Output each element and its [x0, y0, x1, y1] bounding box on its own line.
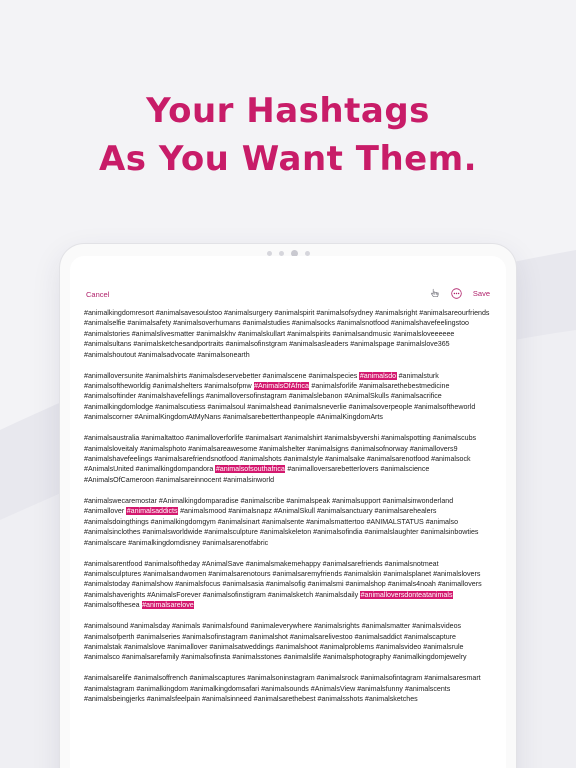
more-options-icon[interactable]	[451, 287, 463, 299]
hashtag[interactable]: #animalsnotfood	[336, 319, 389, 328]
hashtag[interactable]: #animalsketchesandportraits	[133, 340, 224, 349]
hashtag[interactable]: #animalshirt	[283, 434, 323, 443]
hashtag[interactable]: #animalscaptures	[189, 674, 246, 683]
hashtag[interactable]: #animalsavesoulstoo	[155, 309, 223, 317]
hashtag[interactable]: #AnimalSkull	[273, 507, 315, 516]
hashtag[interactable]: #animalsacrifice	[390, 392, 442, 401]
toolbar-actions	[429, 287, 490, 299]
hashtag[interactable]: #animalsasleaders	[289, 340, 349, 349]
hashtag[interactable]: #animalsasia	[222, 580, 264, 589]
hashtag[interactable]: #animalsdaily	[315, 590, 359, 599]
hashtag[interactable]: #animalsoul	[207, 402, 246, 411]
hashtag[interactable]: #animalsaustralia	[84, 434, 140, 443]
hashtag[interactable]: #animalsmakemehappy	[245, 559, 321, 568]
hashtag[interactable]: #animalsfocus	[175, 580, 221, 589]
hashtag-paragraph	[84, 308, 494, 360]
hashtag[interactable]: #animalsareourfriends	[419, 309, 490, 317]
hashtag[interactable]: #animalsinwonderland	[382, 496, 454, 505]
hashtag[interactable]: #animalsoninstagram	[247, 674, 315, 683]
hashtag-paragraph	[84, 496, 494, 548]
hashtag[interactable]: #animalsphoto	[140, 444, 187, 453]
hashtag[interactable]: #animalsofnorway	[350, 444, 408, 453]
hashtag[interactable]: #animalsultans	[84, 340, 132, 349]
hashtag[interactable]: #animalshow	[131, 580, 174, 589]
hashtag[interactable]: #animalshelters	[152, 382, 203, 391]
hashtag[interactable]: #animalsoftheworldig	[84, 382, 151, 391]
hashtag[interactable]: #animalsocks	[291, 319, 335, 328]
hashtag[interactable]: #animalsnotmeat	[384, 559, 439, 568]
hashtag[interactable]: #animalsfeelpain	[146, 695, 200, 704]
hashtag[interactable]: #animalsarelivestoo	[289, 632, 353, 641]
hashtag[interactable]: #animalslove365	[396, 340, 450, 349]
hashtag[interactable]: #animalspirits	[287, 329, 331, 338]
hashtag[interactable]: #animalshead	[247, 402, 292, 411]
hashtag[interactable]: #animalsareinnocent	[155, 475, 222, 484]
hashtag[interactable]: #animalsarefriends	[322, 559, 383, 568]
hashtag[interactable]: #ANIMALSTATUS	[366, 517, 424, 526]
hashtag[interactable]: #animalslivesmatter	[131, 329, 195, 338]
hashtag[interactable]: #AnimalKingdomAtMyNans	[134, 413, 221, 422]
hashtag[interactable]: #animalsonearth	[197, 350, 250, 359]
hashtag[interactable]: #animalspotting	[381, 434, 431, 443]
hashtag[interactable]: #animalsmattertoo	[306, 517, 365, 526]
hashtag[interactable]: #animalshelter	[259, 444, 306, 453]
hashtag-text-area[interactable]	[84, 308, 494, 715]
hashtag[interactable]: #animalsdoingthings	[84, 517, 149, 526]
hashtag[interactable]: #animalsvideo	[375, 642, 422, 651]
hashtag[interactable]: #animalspage	[350, 340, 395, 349]
hashtag[interactable]: #animalsadvocate	[138, 350, 196, 359]
hashtag[interactable]: #animals	[171, 622, 201, 631]
hashtag[interactable]: #animalsaremyfriends	[272, 569, 342, 578]
headline-line-1: Your Hashtags	[146, 91, 430, 131]
hashtag[interactable]: #animalsoverhumans	[173, 319, 241, 328]
hashtag[interactable]: #animalsoftheday	[144, 559, 200, 568]
hashtag[interactable]: #animalsatweddings	[209, 642, 274, 651]
hashtag[interactable]: #animallover	[167, 642, 208, 651]
hashtag[interactable]: #animalstyle	[283, 455, 324, 464]
hashtag[interactable]: #animalstoday	[84, 580, 130, 589]
hashtag[interactable]: #animalslovers	[433, 569, 481, 578]
hashtag[interactable]: #animalsturk	[398, 371, 439, 380]
hashtag[interactable]: #animalsworldwide	[142, 528, 203, 537]
hashtag[interactable]: #animalsake	[325, 455, 365, 464]
hashtag[interactable]: #animaltattoo	[141, 434, 184, 443]
hashtag[interactable]: #animalkingdom	[136, 684, 189, 693]
hashtag[interactable]: #animallover	[84, 507, 125, 516]
hashtag[interactable]: #AnimalsForever	[147, 590, 201, 599]
hashtag[interactable]: #animalselfie	[84, 319, 126, 328]
hashtag[interactable]: #animalsculptures	[84, 569, 142, 578]
hashtag[interactable]: #Animalkingdomparadise	[158, 496, 239, 505]
hashtag[interactable]: #animalslove	[123, 642, 166, 651]
hashtag[interactable]: #animalsofinstigram	[202, 590, 266, 599]
hashtag[interactable]: #animalsock	[431, 455, 471, 464]
hashtag[interactable]: #animalsculpture	[204, 528, 258, 537]
hashtag[interactable]: #animalsanctuary	[316, 507, 373, 516]
hashtag[interactable]: #animalshot	[249, 632, 288, 641]
hashtag[interactable]: #animalsinneed	[201, 695, 252, 704]
hashtag[interactable]: #animalsoffrench	[133, 674, 188, 683]
hashtag[interactable]: #animalspecies	[308, 371, 358, 380]
hashtag[interactable]: #animalsrule	[423, 642, 464, 651]
hashtag[interactable]: #animalsurgery	[224, 309, 273, 317]
hashtag[interactable]: #animalsmi	[307, 580, 344, 589]
hashtag[interactable]: #animalscare	[84, 538, 127, 547]
hashtag[interactable]: #animalscene	[262, 371, 307, 380]
hashtag[interactable]: #animalloverforlife	[185, 434, 244, 443]
hashtag[interactable]: #animalshoutout	[84, 350, 137, 359]
hashtag[interactable]: #animalslaughter	[364, 528, 419, 537]
hashtag[interactable]: #animalstagram	[84, 684, 135, 693]
hashtag[interactable]: #animalsarenotfood	[366, 455, 430, 464]
hand-pointer-icon[interactable]	[429, 287, 441, 299]
hashtag[interactable]: #animalsketch	[267, 590, 314, 599]
hashtag[interactable]: #animalsmatter	[361, 622, 411, 631]
hashtag[interactable]: #animalsvideos	[412, 622, 462, 631]
editor-toolbar	[70, 286, 506, 304]
hashtag[interactable]: #animalsofindia	[313, 528, 363, 537]
hashtag[interactable]: #animalsco	[84, 653, 120, 662]
hashtag-paragraph	[84, 371, 494, 423]
hashtag[interactable]: #animalsinclothes	[84, 528, 141, 537]
hashtag[interactable]: #animalskhv	[196, 329, 236, 338]
tablet-frame	[60, 244, 516, 768]
hashtag[interactable]: #AnimalKingdomArts	[316, 413, 383, 422]
highlighted-hashtag[interactable]: #animalsarelove	[142, 601, 194, 610]
hashtag[interactable]: #animalsofpnw	[204, 382, 252, 391]
hashtag[interactable]: #animalshots	[239, 455, 282, 464]
hashtag[interactable]: #animalloversarebetterlovers	[287, 465, 379, 474]
hashtag[interactable]: #animallovers9	[409, 444, 458, 453]
hashtag[interactable]: #animalscubs	[432, 434, 477, 443]
hashtag[interactable]: #animalsarentfood	[84, 559, 143, 568]
hashtag[interactable]: #animalsrights	[313, 622, 360, 631]
hashtag[interactable]: #animalshoot	[275, 642, 318, 651]
hashtag[interactable]: #animalsrock	[316, 674, 359, 683]
hashtag[interactable]: #animalsarebetterthanpeople	[222, 413, 315, 422]
hashtag[interactable]: #animallovers	[437, 580, 482, 589]
hashtag[interactable]: #animalshaverights	[84, 590, 146, 599]
hashtag[interactable]: #animalsofthesea	[84, 601, 140, 610]
hashtag[interactable]: #animalsoverpeople	[348, 402, 413, 411]
hashtag[interactable]: #animalsofsydney	[316, 309, 374, 317]
hashtag[interactable]: #animalsound	[84, 622, 129, 631]
hashtag[interactable]: #AnimalsOfCameroon	[84, 475, 154, 484]
hashtag[interactable]: #animalslebanon	[288, 392, 343, 401]
hashtag[interactable]: #animalstories	[84, 329, 130, 338]
hashtag-paragraph	[84, 673, 494, 704]
hashtag[interactable]: #animalsarenotfabric	[202, 538, 269, 547]
hashtag[interactable]: #animalsright	[375, 309, 418, 317]
hashtag[interactable]: #animalsfound	[202, 622, 249, 631]
hashtag[interactable]: #animalloversofinstagram	[205, 392, 287, 401]
hashtag[interactable]: #animalsbeingjerks	[84, 695, 145, 704]
hashtag[interactable]: #animalsarethebest	[253, 695, 316, 704]
hashtag[interactable]: #animalshavefellings	[138, 392, 204, 401]
hashtag[interactable]: #animalsofinsta	[181, 653, 231, 662]
hashtag-paragraph	[84, 559, 494, 611]
hashtag[interactable]: #animalsofinstgram	[225, 340, 288, 349]
hashtag[interactable]: #animalsente	[261, 517, 305, 526]
hashtag[interactable]: #animalkingdompandora	[135, 465, 214, 474]
hashtag[interactable]: #animalsofig	[265, 580, 306, 589]
hashtag[interactable]: #animalsarethebestmedicine	[359, 382, 450, 391]
hashtag[interactable]: #animalsstones	[232, 653, 282, 662]
headline-line-2: As You Want Them.	[98, 139, 478, 179]
hashtag[interactable]: #animalseries	[136, 632, 181, 641]
hashtag[interactable]: #animalsday	[130, 622, 170, 631]
hashtag[interactable]: #animalsinbowties	[420, 528, 479, 537]
hashtag[interactable]: #animalsounds	[261, 684, 309, 693]
hashtag[interactable]: #animalsofperth	[84, 632, 135, 641]
hashtag[interactable]: #animalswecaremostar	[84, 496, 157, 505]
hashtag[interactable]: #animalscribe	[240, 496, 285, 505]
hashtag[interactable]: #animalsshots	[317, 695, 363, 704]
hashtag[interactable]: #animalsarelife	[84, 674, 132, 683]
hashtag[interactable]: #animalsinworld	[223, 475, 275, 484]
hashtag[interactable]: #animalscutiess	[155, 402, 206, 411]
hashtag[interactable]: #animalsloveeeeee	[393, 329, 455, 338]
hashtag[interactable]: #animalstak	[84, 642, 122, 651]
hashtag[interactable]: #animalsketches	[364, 695, 418, 704]
hashtag[interactable]: #animalstudies	[242, 319, 290, 328]
hashtag[interactable]: #animalsarefamily	[121, 653, 180, 662]
hashtag[interactable]: #animalsarehealers	[374, 507, 437, 516]
hashtag[interactable]: #animalspeak	[286, 496, 331, 505]
hashtag[interactable]: #animalsofintagram	[360, 674, 423, 683]
hashtag[interactable]: #AnimalsUnited	[84, 465, 134, 474]
hashtag[interactable]: #animalsloveitaly	[84, 444, 139, 453]
hashtag[interactable]: #animalproblems	[319, 642, 374, 651]
hashtag[interactable]: #AnimalSave	[201, 559, 244, 568]
app-screen	[70, 256, 506, 768]
highlighted-hashtag[interactable]: #animalloversdonteatanimals	[360, 590, 453, 599]
hashtag[interactable]: #animalsnapz	[228, 507, 272, 516]
hashtag[interactable]: #animalsupport	[332, 496, 381, 505]
hashtag[interactable]: #animalsafety	[127, 319, 172, 328]
hashtag[interactable]: #animaleverywhere	[250, 622, 312, 631]
hashtag[interactable]: #animalsarefriendsnotfood	[154, 455, 238, 464]
hashtag[interactable]: #animalsplanet	[383, 569, 432, 578]
hashtag[interactable]: #animalkingdomdisney	[128, 538, 201, 547]
hashtag[interactable]: #animalspirit	[274, 309, 315, 317]
hashtag[interactable]: #animalsmood	[180, 507, 227, 516]
cancel-button[interactable]: Cancel	[86, 290, 110, 299]
hashtag[interactable]: #animalsandmusic	[332, 329, 392, 338]
hashtag[interactable]: #animalskeleton	[259, 528, 312, 537]
hashtag[interactable]: #animalkingdomgym	[150, 517, 216, 526]
hashtag[interactable]: #animalscents	[404, 684, 451, 693]
hashtag[interactable]: #animalsandwomen	[143, 569, 207, 578]
hashtag[interactable]: #animalsdeservebetter	[188, 371, 261, 380]
hashtag[interactable]: #AnimalsView	[310, 684, 356, 693]
hashtag[interactable]: #animalsoftheworld	[414, 402, 476, 411]
hashtag[interactable]: #animalkingdomresort	[84, 309, 154, 317]
hashtag[interactable]: #animalskullart	[237, 329, 286, 338]
save-button[interactable]: Save	[472, 288, 490, 298]
hashtag[interactable]: #animalsoftinder	[84, 392, 137, 401]
highlighted-hashtag[interactable]: #animalsaddicts	[126, 507, 178, 516]
highlighted-hashtag[interactable]: #AnimalsOfAfrica	[254, 382, 309, 391]
hashtag[interactable]: #animalsaddict	[354, 632, 402, 641]
hashtag[interactable]: #animalshavefeelingstoo	[390, 319, 469, 328]
hashtag[interactable]: #animalskin	[343, 569, 382, 578]
hashtag[interactable]: #animalsarenotours	[208, 569, 271, 578]
hashtag[interactable]: #animalsaresmart	[424, 674, 481, 683]
hashtag[interactable]: #animalslife	[283, 653, 322, 662]
hashtag[interactable]: #animalkingdomlodge	[84, 402, 154, 411]
hashtag[interactable]: #animalshavefeelings	[84, 455, 153, 464]
hashtag[interactable]: #animalsofinstagram	[182, 632, 248, 641]
hashtag[interactable]: #animalscapture	[403, 632, 456, 641]
hashtag-paragraph	[84, 621, 494, 663]
hashtag[interactable]: #animalshop	[345, 580, 386, 589]
hashtag[interactable]: #animalsneverlie	[293, 402, 347, 411]
hashtag[interactable]: #animalkingdomsafari	[190, 684, 260, 693]
hashtag[interactable]: #animalsphotography	[323, 653, 391, 662]
hashtag[interactable]: #animals4noah	[387, 580, 436, 589]
hashtag[interactable]: #animalsigns	[307, 444, 349, 453]
hashtag[interactable]: #animalscience	[380, 465, 430, 474]
hashtag[interactable]: #animalsfunny	[357, 684, 403, 693]
hashtag-paragraph	[84, 433, 494, 485]
hashtag[interactable]: #animalsforlife	[311, 382, 358, 391]
hashtag[interactable]: #animalsbyvershi	[324, 434, 380, 443]
hashtag[interactable]: #animalloversunite	[84, 371, 144, 380]
highlighted-hashtag[interactable]: #animalsdo	[359, 371, 397, 380]
hashtag[interactable]: #animalscorner	[84, 413, 133, 422]
hashtag[interactable]: #animalsareawesome	[188, 444, 258, 453]
hashtag[interactable]: #animalshirts	[145, 371, 187, 380]
hashtag[interactable]: #animalkingdomjewelry	[392, 653, 467, 662]
hashtag[interactable]: #AnimalSkulls	[344, 392, 389, 401]
hashtag[interactable]: #animalsart	[245, 434, 282, 443]
highlighted-hashtag[interactable]: #animalsofsouthafrica	[215, 465, 285, 474]
hashtag[interactable]: #animalso	[425, 517, 459, 526]
hashtag[interactable]: #animalsinart	[217, 517, 260, 526]
